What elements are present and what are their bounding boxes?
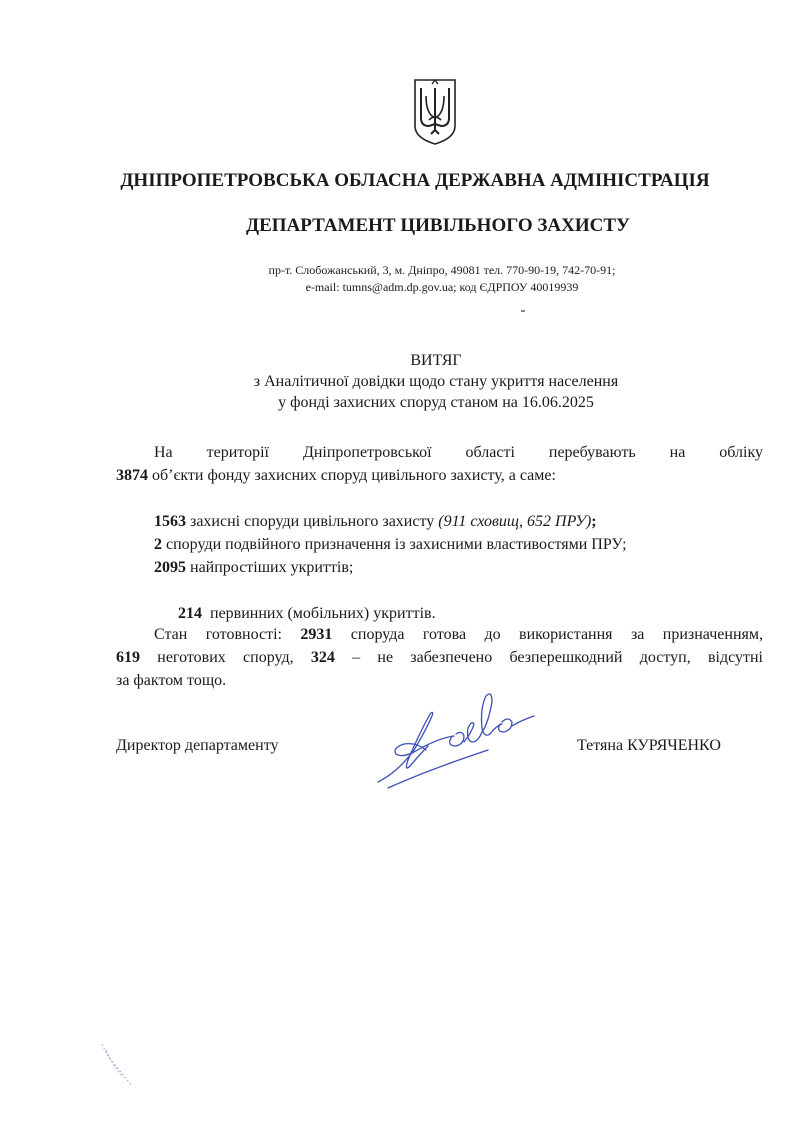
no-access-text: – не забезпечено безперешкодний доступ, відсутні [334,649,763,666]
scan-ink-mark [98,1040,138,1090]
extract-title [0,350,800,413]
signatory-name: Тетяна КУРЯЧЕНКО [577,737,721,754]
list-item [154,533,754,556]
ready-count: 2931 [300,626,333,643]
list-item-count: 2 [154,536,162,553]
extract-heading: ВИТЯГ [410,352,462,369]
list-item-text: захисні споруди цивільного захисту [186,513,439,530]
list-item-end: ; [591,513,597,530]
not-ready-text: неготових споруд, [140,649,311,666]
list-item-count: 1563 [154,513,186,530]
list-item-count: 2095 [154,559,186,576]
readiness-prefix: Стан готовності: [154,626,301,643]
list-item-text: первинних (мобільних) укриттів. [202,605,436,622]
contacts-address: пр-т. Слобожанський, 3, м. Дніпро, 49081 тел. 770-90-19, 742-70-91; [268,263,616,277]
list-item-text: найпростіших укриттів; [186,559,354,576]
paragraph-registry-rest: об’єкти фонду захисних споруд цивільного захисту, а саме: [148,467,556,484]
not-ready-count: 619 [116,649,140,666]
paragraph-registry-line1: На території Дніпропетровської області перебувають на обліку [154,444,763,461]
handwritten-signature [368,680,543,795]
no-access-count: 324 [310,649,335,666]
contacts-block [222,262,662,296]
trident-emblem-icon [412,78,458,146]
extract-subtitle-line1: з Аналітичної довідки щодо стану укриття населення [253,373,619,390]
paragraph-readiness-line2 [116,646,763,669]
list-item [154,556,754,579]
list-item-count: 214 [178,605,202,622]
paragraph-registry [116,441,763,487]
contacts-email: e-mail: tumns@adm.dp.gov.ua; код ЄДРПОУ 40019939 [305,280,579,294]
total-objects-count: 3874 [116,467,148,484]
organization-title: ДНІПРОПЕТРОВСЬКА ОБЛАСНА ДЕРЖАВНА АДМІНІСТРАЦІЯ [120,170,710,191]
ready-text: споруда готова до використання за призначенням, [332,626,764,643]
list-item [154,510,754,533]
extract-subtitle-line2: у фонді захисних споруд станом на 16.06.2025 [278,394,594,411]
paragraph-readiness-line1 [116,623,763,646]
department-title: ДЕПАРТАМЕНТ ЦИВІЛЬНОГО ЗАХИСТУ [246,215,630,236]
scan-dot [521,310,525,312]
list-item-detail: (911 сховищ, 652 ПРУ) [438,513,592,530]
signatory-position: Директор департаменту [116,737,279,754]
list-item-text: споруди подвійного призначення із захисними властивостями ПРУ; [162,536,627,553]
paragraph-readiness-line3: за фактом тощо. [116,672,227,689]
